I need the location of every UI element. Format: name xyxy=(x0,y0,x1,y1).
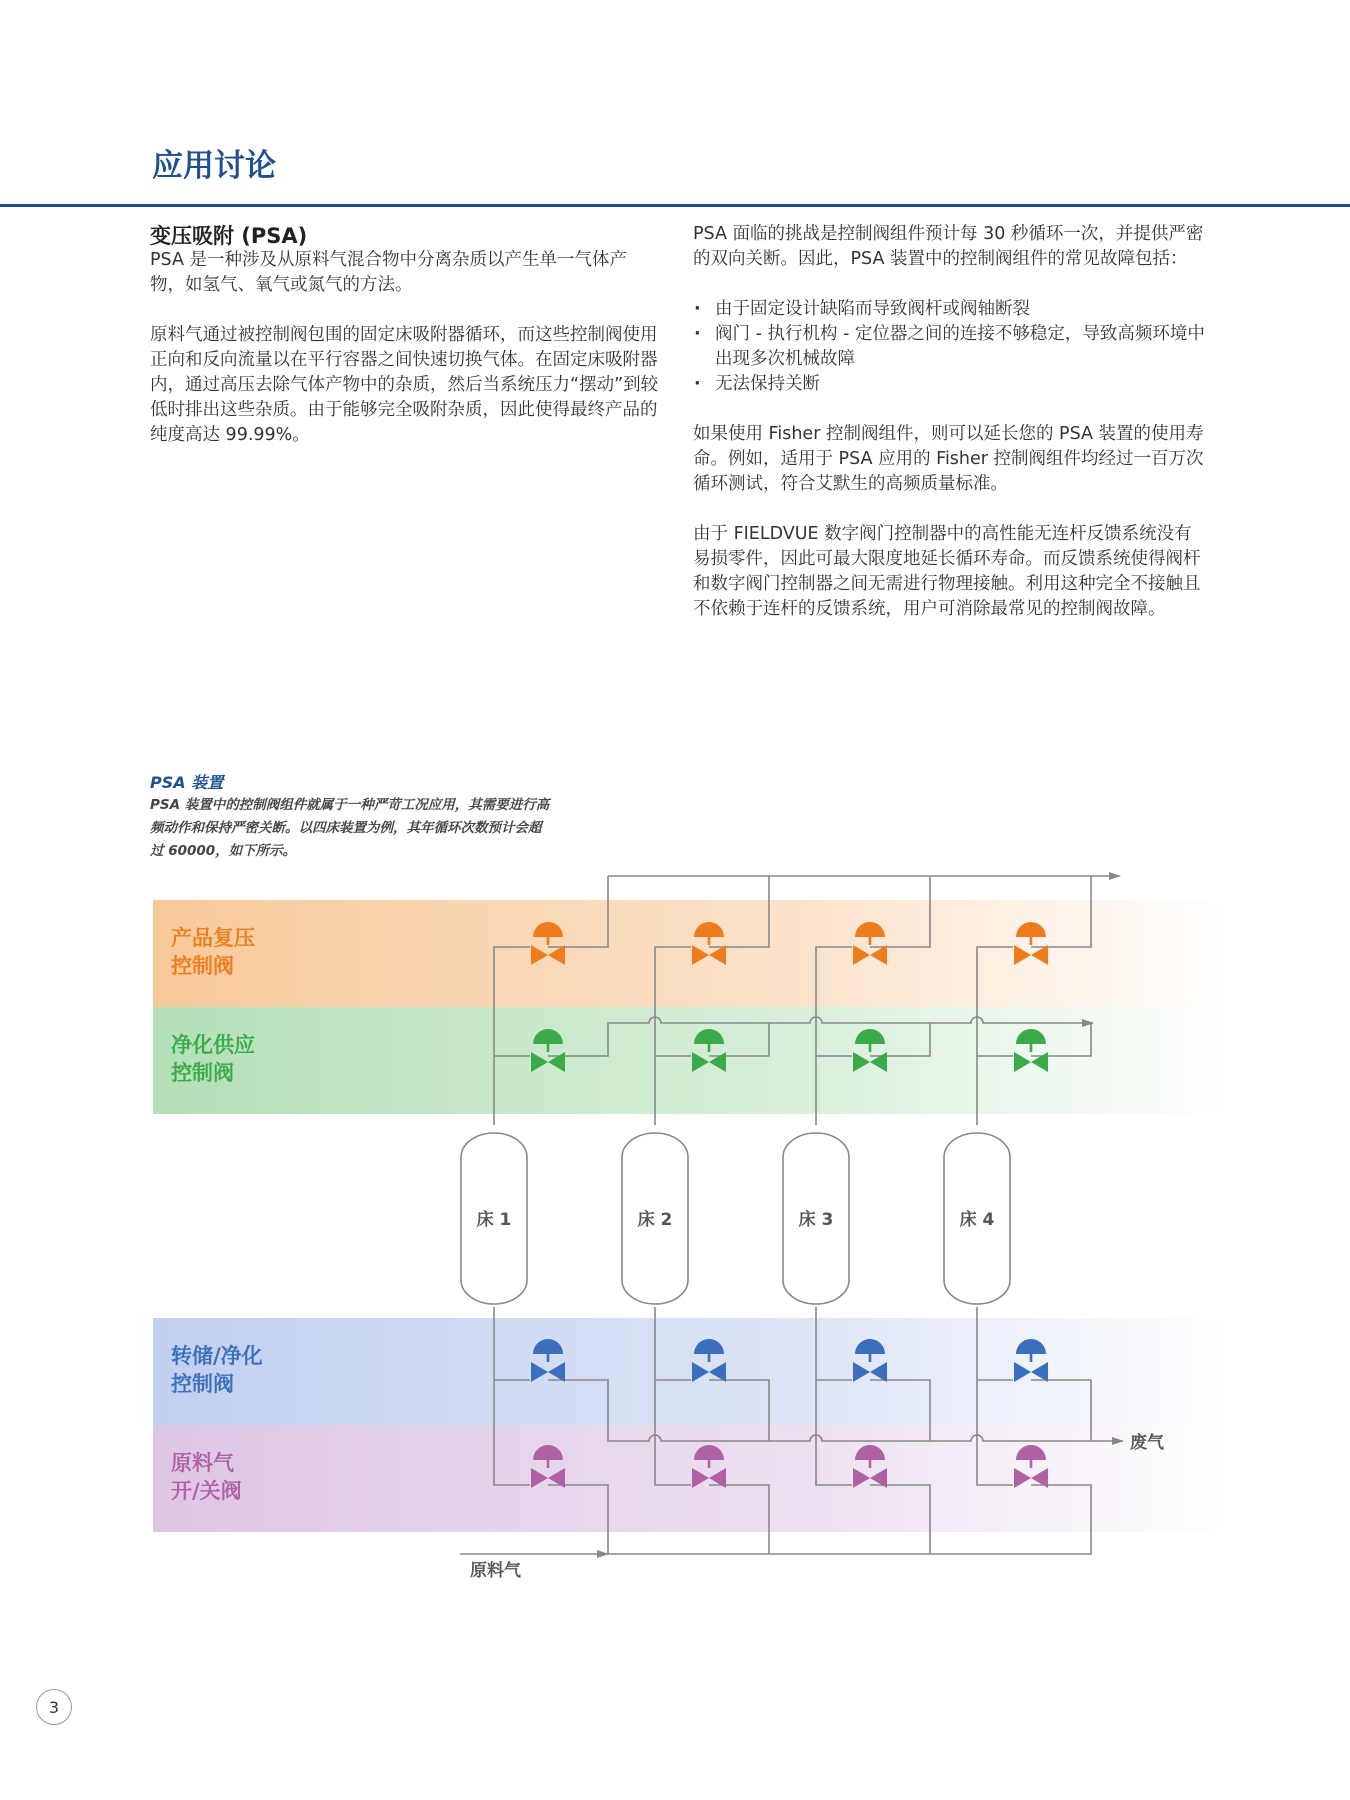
figure-caption-text: PSA 装置中的控制阀组件就属于一种严苛工况应用，其需要进行高频动作和保持严密关断。以四床装置为例，其年循环次数预计会超过 60000，如下所示。 xyxy=(150,797,550,859)
list-item: · 由于固定设计缺陷而导致阀杆或阀轴断裂 xyxy=(693,297,1205,322)
waste-gas-label: 废气 xyxy=(1130,1433,1164,1453)
bed-label: 床 2 xyxy=(637,1210,673,1230)
band-label-product xyxy=(171,924,321,980)
left-column xyxy=(150,222,662,473)
bed-label: 床 3 xyxy=(798,1210,834,1230)
paragraph: 原料气通过被控制阀包围的固定床吸附器循环，而这些控制阀使用正向和反向流量以在平行容器之间快速切换气体。在固定床吸附器内，通过高压去除气体产物中的杂质，然后当系统压力“摆动”到较低时排出这些杂质。由于能够完全吸附杂质，因此使得最终产品的纯度高达 99.99%。 xyxy=(150,325,659,445)
band-label-purge xyxy=(171,1031,321,1087)
bed-label: 床 4 xyxy=(959,1210,995,1230)
section-title: 变压吸附 (PSA) xyxy=(150,224,308,248)
band-label-dump xyxy=(171,1342,321,1398)
figure-caption-title: PSA 装置 xyxy=(150,773,224,792)
paragraph: 由于 FIELDVUE 数字阀门控制器中的高性能无连杆反馈系统没有易损零件，因此可最大限度地延长循环寿命。而反馈系统使得阀杆和数字阀门控制器之间无需进行物理接触。利用这种完全不接触且不依赖于连杆的反馈系统，用户可消除最常见的控制阀故障。 xyxy=(693,524,1201,619)
paragraph: PSA 是一种涉及从原料气混合物中分离杂质以产生单一气体产物，如氢气、氧气或氮气的方法。 xyxy=(150,250,628,295)
band-label-line: 开/关阀 xyxy=(171,1479,242,1503)
band-label-line: 控制阀 xyxy=(171,1061,234,1085)
list-item: · 阀门 - 执行机构 - 定位器之间的连接不够稳定，导致高频环境中出现多次机械故障 xyxy=(693,322,1205,372)
band-label-feed xyxy=(171,1449,321,1505)
band-label-line: 控制阀 xyxy=(171,1372,234,1396)
paragraph: 如果使用 Fisher 控制阀组件，则可以延长您的 PSA 装置的使用寿命。例如，适用于 PSA 应用的 Fisher 控制阀组件均经过一百万次循环测试，符合艾默生的高频质量标准。 xyxy=(693,424,1204,494)
feed-gas-label: 原料气 xyxy=(470,1561,521,1581)
band-label-line: 转储/净化 xyxy=(171,1344,263,1368)
failure-list xyxy=(693,297,1205,397)
right-column xyxy=(693,222,1205,647)
band-label-line: 净化供应 xyxy=(171,1033,255,1057)
paragraph: PSA 面临的挑战是控制阀组件预计每 30 秒循环一次，并提供严密的双向关断。因此，PSA 装置中的控制阀组件的常见故障包括： xyxy=(693,224,1204,269)
page-number: 3 xyxy=(36,1689,72,1725)
list-item: · 无法保持关断 xyxy=(693,372,1205,397)
band-label-line: 控制阀 xyxy=(171,954,234,978)
title-divider xyxy=(0,204,1350,207)
band-label-line: 产品复压 xyxy=(171,926,255,950)
bed-label: 床 1 xyxy=(476,1210,512,1230)
page-title: 应用讨论 xyxy=(152,148,276,184)
band-label-line: 原料气 xyxy=(171,1451,234,1475)
